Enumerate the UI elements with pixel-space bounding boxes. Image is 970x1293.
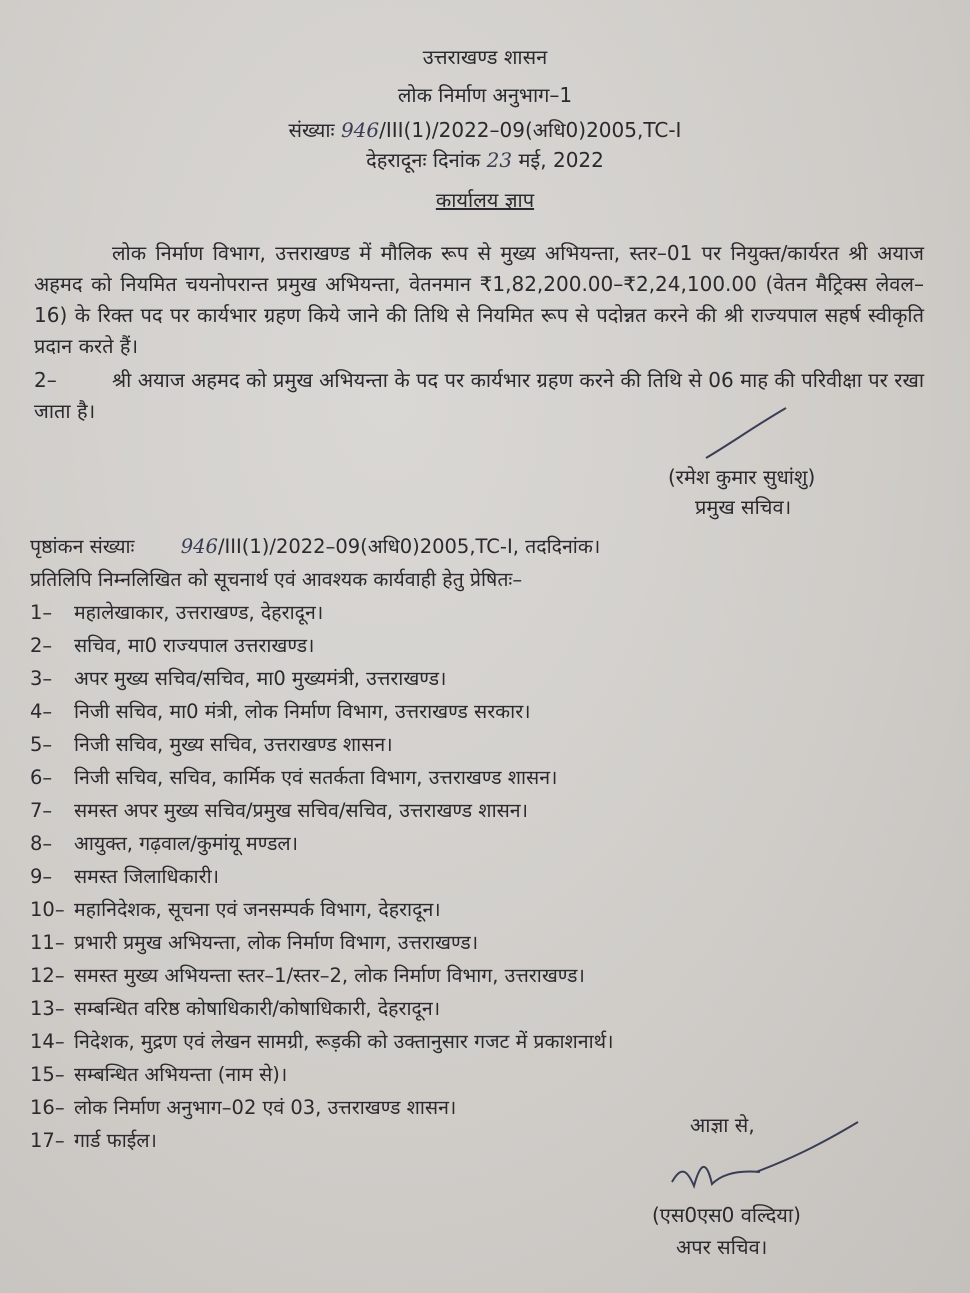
copy-intro: प्रतिलिपि निम्नलिखित को सूचनार्थ एवं आवश्यक कार्यवाही हेतु प्रेषितः– xyxy=(30,568,523,591)
section-heading: लोक निर्माण अनुभाग–1 xyxy=(397,83,573,107)
signatory-2-designation: अपर सचिव। xyxy=(676,1235,768,1259)
copy-recipient-list xyxy=(30,596,930,1157)
endorsement-number xyxy=(30,532,600,559)
list-item: 8– आयुक्त, गढ़वाल/कुमांयू मण्डल। xyxy=(30,832,299,855)
list-item: 7– समस्त अपर मुख्य सचिव/प्रमुख सचिव/सचिव, उत्तराखण्ड शासन। xyxy=(30,799,529,822)
signature-mark-2 xyxy=(668,1112,868,1202)
list-item: 17– गार्ड फाईल। xyxy=(30,1129,157,1152)
list-item: 5– निजी सचिव, मुख्य सचिव, उत्तराखण्ड शासन। xyxy=(30,733,393,756)
list-item: 14– निदेशक, मुद्रण एवं लेखन सामग्री, रूड़की को उक्तानुसार गजट में प्रकाशनार्थ। xyxy=(30,1030,614,1053)
endorsement-prefix: पृष्ठांकन संख्याः xyxy=(30,535,135,558)
date-suffix: मई, 2022 xyxy=(518,148,604,172)
list-item: 11– प्रभारी प्रमुख अभियन्ता, लोक निर्माण विभाग, उत्तराखण्ड। xyxy=(30,931,479,954)
date-prefix: देहरादूनः दिनांक xyxy=(366,148,481,172)
signatory-2-name: (एस0एस0 वल्दिया) xyxy=(652,1203,801,1227)
list-item: 13– सम्बन्धित वरिष्ठ कोषाधिकारी/कोषाधिकारी, देहरादून। xyxy=(30,997,441,1020)
list-item: 12– समस्त मुख्य अभियन्ता स्तर–1/स्तर–2, लोक निर्माण विभाग, उत्तराखण्ड। xyxy=(30,964,585,987)
endorsement-suffix: /III(1)/2022–09(अधि0)2005,TC-I, तददिनांक। xyxy=(217,535,601,558)
ref-prefix: संख्याः xyxy=(288,118,335,142)
list-item: 2– सचिव, मा0 राज्यपाल उत्तराखण्ड। xyxy=(30,634,315,657)
list-item: 10– महानिदेशक, सूचना एवं जनसम्पर्क विभाग, देहरादून। xyxy=(30,898,441,921)
ref-suffix: /III(1)/2022–09(अधि0)2005,TC-I xyxy=(379,118,682,142)
list-item: 1– महालेखाकार, उत्तराखण्ड, देहरादून। xyxy=(30,601,324,624)
list-item: 4– निजी सचिव, मा0 मंत्री, लोक निर्माण विभाग, उत्तराखण्ड सरकार। xyxy=(30,700,531,723)
signatory-1-designation: प्रमुख सचिव। xyxy=(695,495,792,519)
body-paragraph-2 xyxy=(34,365,924,427)
list-item: 9– समस्त जिलाधिकारी। xyxy=(30,865,220,888)
document-type: कार्यालय ज्ञाप xyxy=(435,188,535,212)
date-day-handwritten: 23 xyxy=(486,148,513,172)
endorsement-number-handwritten: 946 xyxy=(180,535,218,558)
by-order-text: आज्ञा से, xyxy=(690,1113,755,1137)
para2-number: 2– xyxy=(34,368,57,392)
ref-number-handwritten: 946 xyxy=(340,118,380,142)
list-item: 3– अपर मुख्य सचिव/सचिव, मा0 मुख्यमंत्री, उत्तराखण्ड। xyxy=(30,667,447,690)
signatory-1-name: (रमेश कुमार सुधांशु) xyxy=(668,465,816,489)
body-paragraph-1: लोक निर्माण विभाग, उत्तराखण्ड में मौलिक रूप से मुख्य अभियन्ता, स्तर–01 पर नियुक्त/कार्यरत श्री अयाज अहमद को नियमित चयनोपरान्त प्रमुख अभियन्ता, वेतनमान ₹1,82,200.00–₹2,24,100.00 (वेतन मैट्रिक्स लेवल–16) के रिक्त पद पर कार्यभार ग्रहण किये जाने की तिथि से नियमित रूप से पदोन्नत करने की श्री राज्यपाल सहर्ष स्वीकृति प्रदान करते हैं। xyxy=(34,241,924,358)
para2-text: श्री अयाज अहमद को प्रमुख अभियन्ता के पद पर कार्यभार ग्रहण करने की तिथि से 06 माह की परिवीक्षा पर रखा जाता है। xyxy=(34,368,924,423)
list-item: 16– लोक निर्माण अनुभाग–02 एवं 03, उत्तराखण्ड शासन। xyxy=(30,1096,457,1119)
org-heading: उत्तराखण्ड शासन xyxy=(422,45,548,69)
list-item: 15– सम्बन्धित अभियन्ता (नाम से)। xyxy=(30,1063,288,1086)
signature-mark-1 xyxy=(700,404,790,464)
reference-number xyxy=(0,117,970,143)
issue-date xyxy=(0,147,970,173)
list-item: 6– निजी सचिव, सचिव, कार्मिक एवं सतर्कता विभाग, उत्तराखण्ड शासन। xyxy=(30,766,558,789)
